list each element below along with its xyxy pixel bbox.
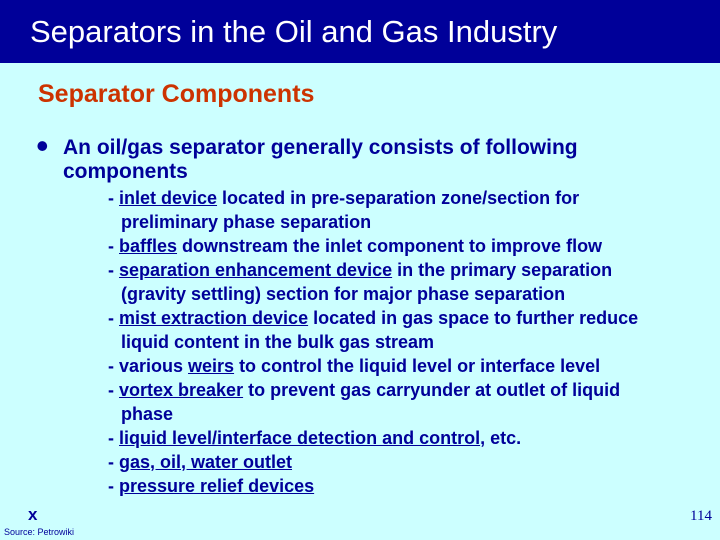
item-term: separation enhancement device <box>119 260 393 280</box>
item-prefix: - <box>108 260 119 280</box>
bullet-text: An oil/gas separator generally consists of following components <box>63 136 578 183</box>
item-prefix: - <box>108 476 119 496</box>
item-prefix: - <box>108 452 119 472</box>
item-continuation: preliminary phase separation <box>121 212 372 232</box>
list-item <box>108 426 708 450</box>
item-prefix: - <box>108 428 119 448</box>
item-prefix: - <box>108 188 119 208</box>
list-item <box>108 234 708 258</box>
item-term: inlet device <box>119 188 218 208</box>
title-bar <box>0 0 720 63</box>
item-prefix: - <box>108 236 119 256</box>
item-prefix: - <box>108 380 119 400</box>
list-item <box>108 258 708 306</box>
list-item <box>108 450 708 474</box>
item-continuation: liquid content in the bulk gas stream <box>121 332 435 352</box>
list-item <box>108 354 708 378</box>
item-term: weirs <box>188 356 235 376</box>
item-rest: , etc. <box>480 428 522 448</box>
item-prefix: - various <box>108 356 189 376</box>
item-rest: downstream the inlet component to improve flow <box>177 236 603 256</box>
item-continuation: (gravity settling) section for major phase separation <box>121 284 566 304</box>
item-term: vortex breaker <box>119 380 244 400</box>
item-rest: located in gas space to further reduce <box>308 308 639 328</box>
item-term: baffles <box>119 236 178 256</box>
item-term: mist extraction device <box>119 308 309 328</box>
bullet-dot-icon: • <box>36 125 49 166</box>
item-rest: to control the liquid level or interface level <box>234 356 601 376</box>
item-rest: to prevent gas carryunder at outlet of liquid <box>243 380 621 400</box>
item-rest: in the primary separation <box>392 260 613 280</box>
source-note: Source: Petrowiki <box>4 527 75 537</box>
section-heading: Separator Components <box>38 80 315 108</box>
item-prefix: - <box>108 308 119 328</box>
page-number: 114 <box>690 508 712 524</box>
slide-title: Separators in the Oil and Gas Industry <box>30 14 558 49</box>
item-term: pressure relief devices <box>119 476 315 496</box>
item-term: gas, oil, water outlet <box>119 452 293 472</box>
component-list <box>108 186 708 498</box>
list-item <box>108 186 708 234</box>
item-continuation: phase <box>121 404 174 424</box>
footer-mark: x <box>28 505 38 524</box>
list-item <box>108 474 708 498</box>
list-item <box>108 378 708 426</box>
list-item <box>108 306 708 354</box>
item-term: liquid level/interface detection and control <box>119 428 481 448</box>
item-rest: located in pre-separation zone/section for <box>217 188 580 208</box>
